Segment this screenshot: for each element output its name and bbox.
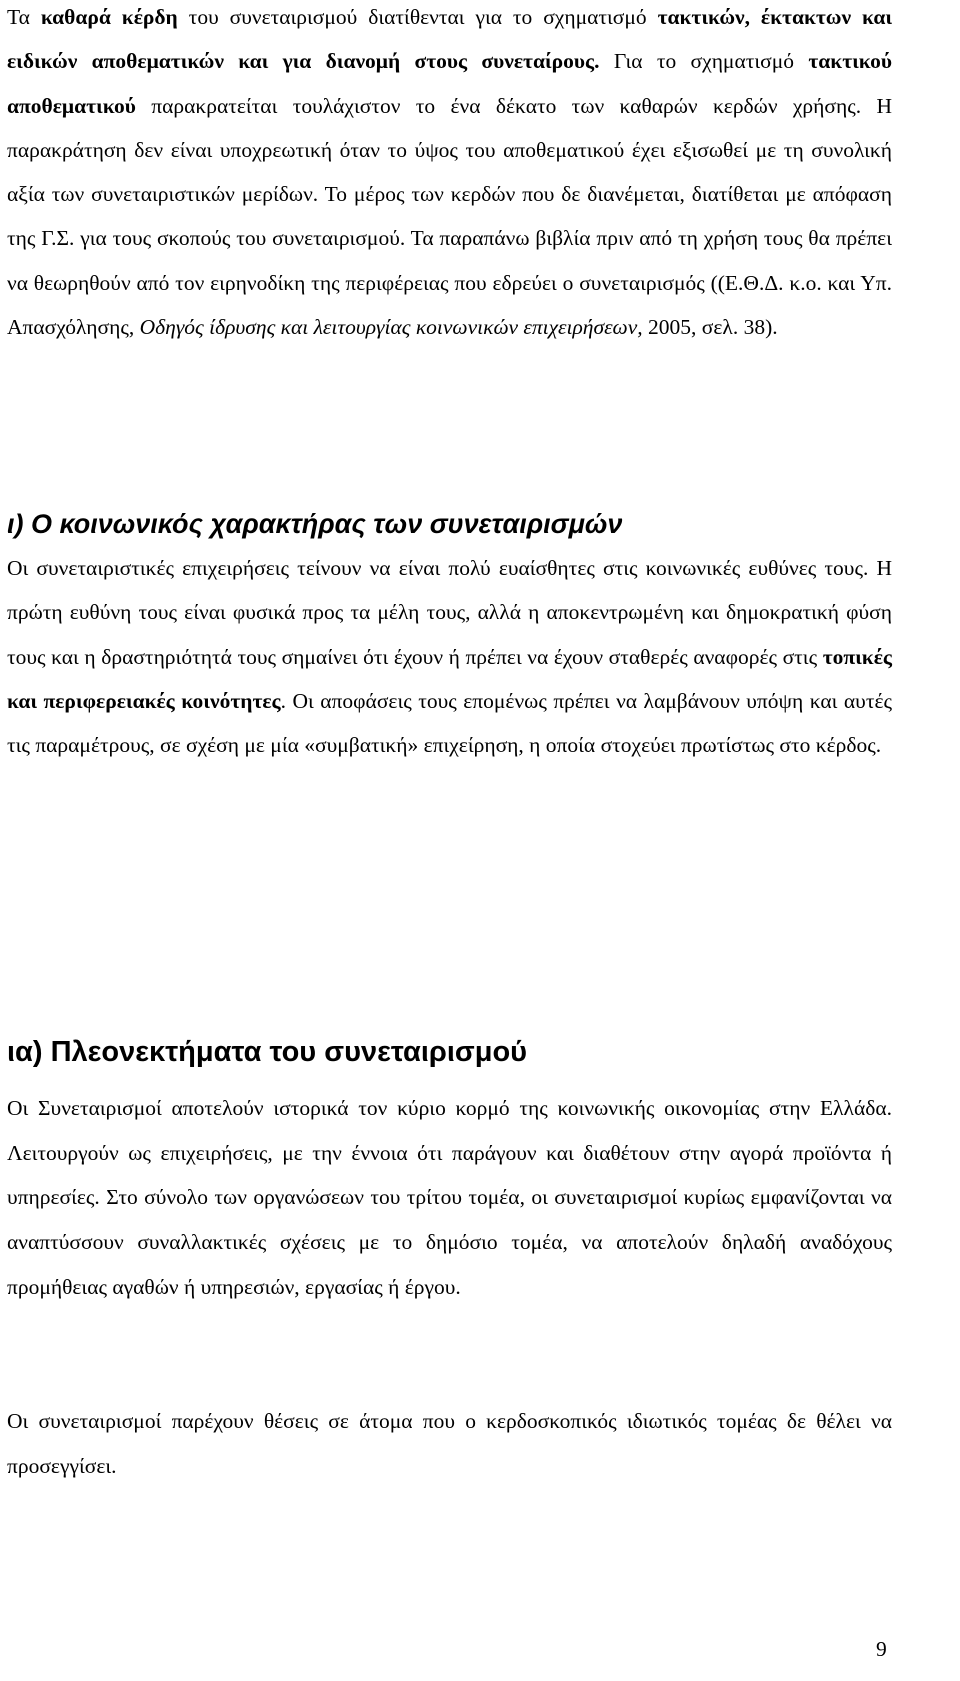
bold-run: καθαρά κέρδη	[40, 5, 178, 29]
paragraph-advantages: Οι Συνεταιρισμοί αποτελούν ιστορικά τον κύριο κορμό της κοινωνικής οικονομίας στην Ελλάδα. Λειτουργούν ως επιχειρήσεις, με την έννοια ότι παράγουν και διαθέτουν στην αγορά προϊόντα ή υπηρεσίες. Στο σύνολο των οργανώσεων του τρίτου τομέα, οι συνεταιρισμοί κυρίως εμφανίζονται να αναπτύσσουν συναλλακτικές σχέσεις με το δημόσιο τομέα, να αποτελούν δηλαδή αναδόχους προμήθειας αγαθών ή υπηρεσιών, εργασίας ή έργου.	[7, 1096, 892, 1299]
italic-citation: Οδηγός ίδρυσης και λειτουργίας κοινωνικών επιχειρήσεων,	[139, 315, 643, 340]
bold-run: τοπικές και περιφερειακές κοινότητες	[7, 644, 892, 713]
page-number: 9	[876, 1637, 887, 1661]
bold-run: τακτικών, έκτακτων και ειδικών αποθεματικών και για διανομή στους συνεταίρους.	[7, 5, 892, 74]
text-run: παρακρατείται τουλάχιστον το ένα δέκατο των καθαρών κερδών χρήσης. Η παρακράτηση δεν είναι υποχρεωτική όταν το ύψος του αποθεματικού έχει εξισωθεί με τη συνολική αξία των συνεταιριστικών μερίδων. Το μέρος των κερδών που δε διανέμεται, διατίθεται με απόφαση της Γ.Σ. για τους σκοπούς του συνεταιρισμού. Τα παραπάνω βιβλία πριν από τη χρήση τους θα πρέπει να θεωρηθούν από τον ειρηνοδίκη της περιφέρειας που εδρεύει ο συνεταιρισμός ((Ε.Θ.Δ. κ.ο. και Υπ. Απασχόλησης,	[7, 93, 892, 340]
text-run: Οι συνεταιριστικές επιχειρήσεις τείνουν να είναι πολύ ευαίσθητες στις κοινωνικές ευθύνες τους. Η πρώτη ευθύνη τους είναι φυσικά προς τα μέλη τους, αλλά η αποκεντρωμένη και δημοκρατική φύση τους και η δραστηριότητά τους σημαίνει ότι έχουν ή πρέπει να έχουν σταθερές αναφορές στις	[7, 556, 892, 669]
paragraph-employment: Οι συνεταιρισμοί παρέχουν θέσεις σε άτομα που ο κερδοσκοπικός ιδιωτικός τομέας δε θέλει να προσεγγίσει.	[7, 1409, 892, 1478]
text-run: . Οι αποφάσεις τους επομένως πρέπει να λαμβάνουν υπόψη και αυτές τις παραμέτρους, σε σχέση με μία «συμβατική» επιχείρηση, η οποία στοχεύει πρωτίστως στο κέρδος.	[7, 688, 892, 758]
bold-run: τακτικού αποθεματικού	[7, 49, 892, 118]
text-run: του συνεταιρισμού διατίθενται για το σχηματισμό	[177, 5, 658, 29]
text-run: 2005, σελ. 38).	[642, 315, 778, 340]
text-run: Για το σχηματισμό	[599, 49, 809, 74]
text-run: Τα	[7, 5, 41, 29]
section-heading-social-character: ι) Ο κοινωνικός χαρακτήρας των συνεταιρισμών	[7, 509, 623, 539]
section-heading-advantages: ια) Πλεονεκτήματα του συνεταιρισμού	[7, 1036, 528, 1068]
paragraph-social-character	[7, 546, 892, 767]
paragraph-profits	[7, 0, 892, 349]
